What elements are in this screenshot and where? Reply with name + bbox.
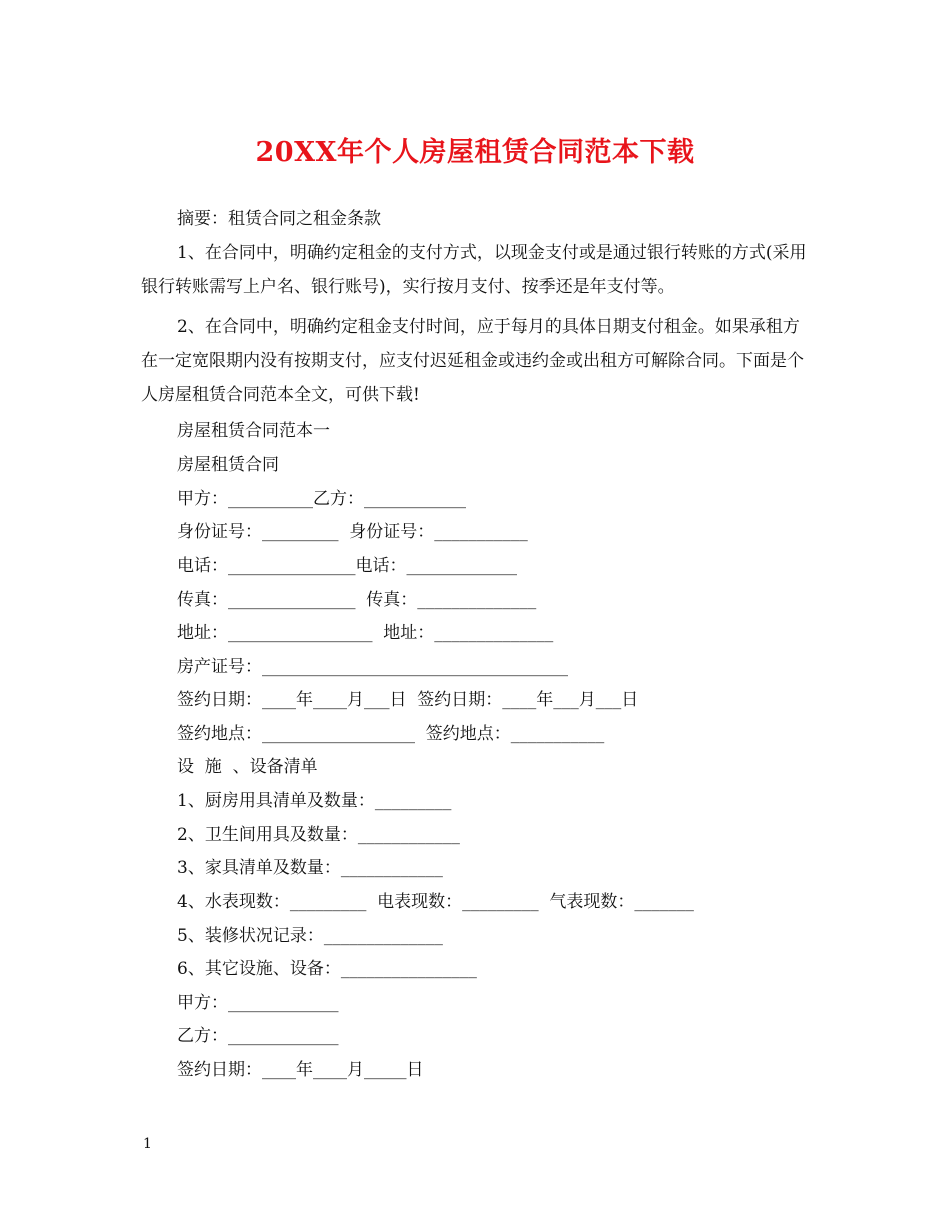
final-sign-date: 签约日期：____年____月_____日: [177, 1060, 424, 1080]
party-a-sign: 甲方：_____________: [177, 993, 339, 1013]
kitchen-item: 1、厨房用具清单及数量：_________: [177, 791, 452, 811]
parties-line: 甲方：__________乙方：____________: [177, 489, 466, 509]
paragraph-2-text: 2、在合同中，明确约定租金支付时间，应于每月的具体日期支付租金。如果承租方在一定宽限期内没有按期支付，应支付迟延租金或违约金或出租方可解除合同。下面是个人房屋租赁合同范本全文，可供下载!: [141, 317, 804, 405]
sign-date-line: 签约日期：____年____月___日 签约日期：____年___月___日: [177, 690, 639, 710]
meter-readings-item: 4、水表现数：_________ 电表现数：_________ 气表现数：_______: [177, 892, 694, 912]
abstract-line: 摘要：租赁合同之租金条款: [177, 209, 381, 229]
paragraph-2: [141, 310, 809, 412]
party-b-sign: 乙方：_____________: [177, 1026, 339, 1046]
furniture-item: 3、家具清单及数量：____________: [177, 858, 443, 878]
fax-line: 传真：_______________ 传真：______________: [177, 590, 537, 610]
id-number-line: 身份证号：_________ 身份证号：___________: [177, 522, 528, 542]
other-facilities-item: 6、其它设施、设备：________________: [177, 959, 477, 979]
contract-heading: 房屋租赁合同: [177, 455, 279, 475]
facilities-heading: 设 施 、设备清单: [177, 757, 318, 777]
page-number: 1: [143, 1136, 152, 1152]
sign-place-line: 签约地点：__________________ 签约地点：___________: [177, 724, 605, 744]
bathroom-item: 2、卫生间用具及数量：____________: [177, 825, 460, 845]
property-cert-line: 房产证号：____________________________________: [177, 657, 568, 677]
paragraph-1: [141, 236, 809, 304]
phone-line: 电话：_______________电话：_____________: [177, 556, 517, 576]
paragraph-1-text: 1、在合同中，明确约定租金的支付方式，以现金支付或是通过银行转账的方式(采用银行转账需写上户名、银行账号)，实行按月支付、按季还是年支付等。: [141, 243, 807, 297]
address-line: 地址：_________________ 地址：______________: [177, 623, 554, 643]
sample-heading: 房屋租赁合同范本一: [177, 421, 330, 441]
decoration-item: 5、装修状况记录：______________: [177, 926, 443, 946]
document-title: 20XX年个人房屋租赁合同范本下载: [255, 137, 695, 168]
